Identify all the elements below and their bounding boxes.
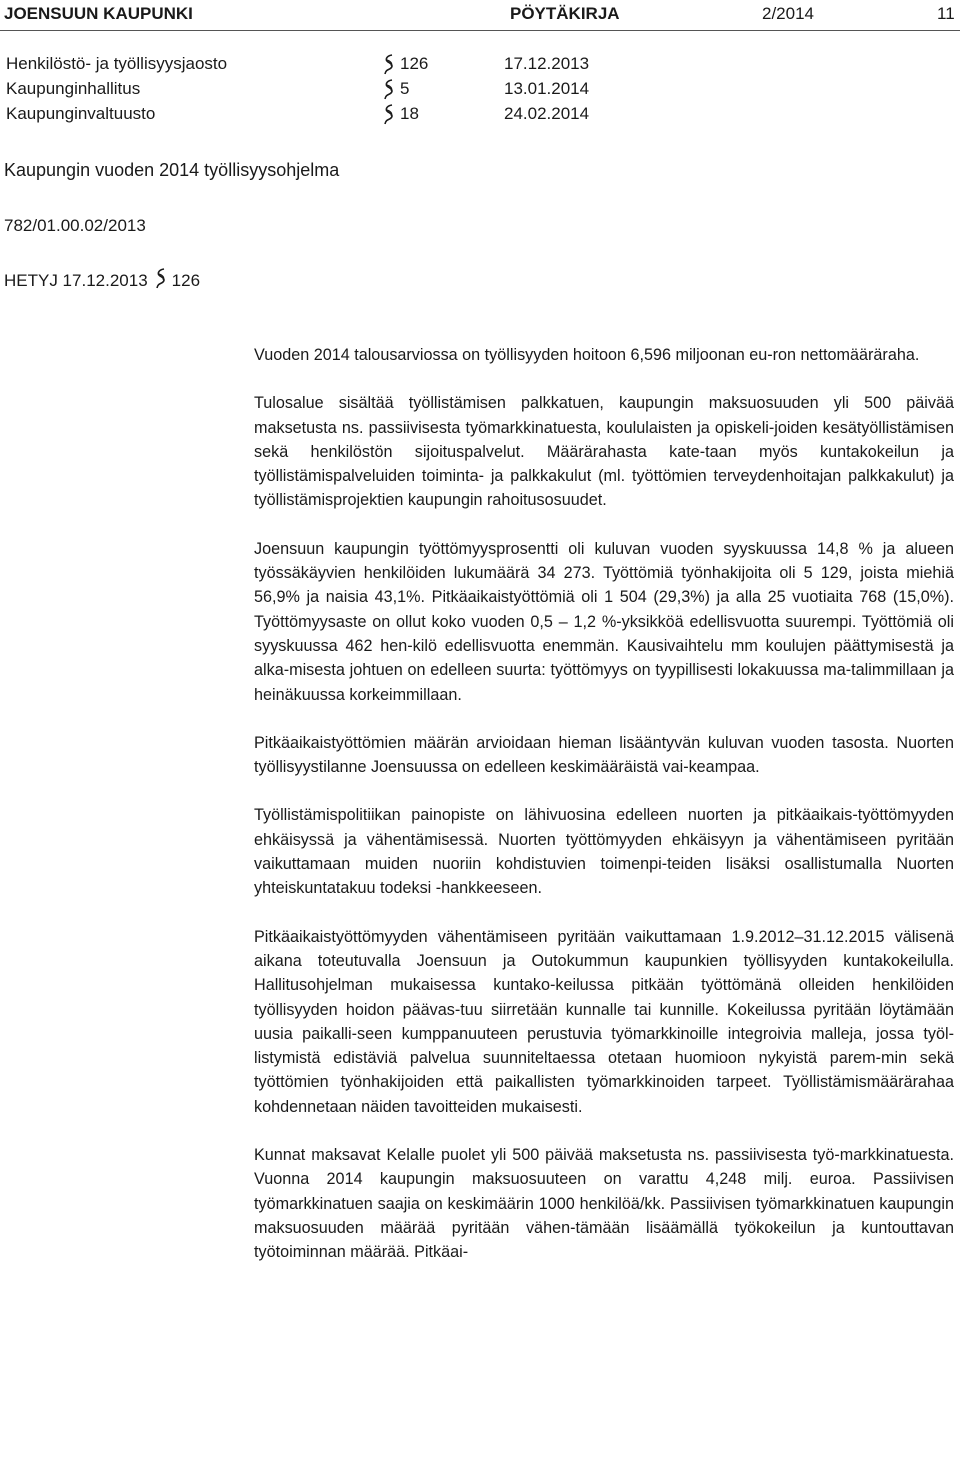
section-number: 5 bbox=[400, 79, 410, 98]
meeting-body: Henkilöstö- ja työllisyysjaosto bbox=[6, 54, 228, 73]
document-title: Kaupungin vuoden 2014 työllisyysohjelma bbox=[4, 160, 340, 180]
diary-number: 782/01.00.02/2013 bbox=[4, 216, 146, 235]
paragraph: Joensuun kaupungin työttömyysprosentti oli kuluvan vuoden syyskuussa 14,8 % ja alueen työssäkäyvien henkilöiden lukumäärä 34 273. Työttömiä työnhakijoita oli 5 129, joista miehiä 56,9% ja naisia 43,1%. Pitkäaikaistyöttömiä oli 1 504 (29,3%) ja alla 25 vuotiaita 768 (15,0%). Työttömyysaste on ollut koko vuoden 0,5 – 1,2 %-yksikköä edellisvuotta suurempi. Työttömiä oli syyskuussa 462 hen-kilö edellisvuotta enemmän. Kausivaihtelu mm koulujen päättymisestä ja alka-misesta johtuen on edelleen suurta: työttömyys on tyypillisesti lokakuussa ma-talimmillaan ja heinäkuussa korkeimmillaan. bbox=[254, 539, 954, 704]
document-header bbox=[0, 0, 960, 31]
paragraph: Työllistämispolitiikan painopiste on lähivuosina edelleen nuorten ja pitkäaikais-työttömyyden ehkäisyssä ja vähentämisessä. Nuorten työttömyyden ehkäisyyn ja vähentämiseen pyritään vaikuttamaan muiden nuoriin kohdistuvien toimenpi-teiden lisäksi osallistumalla Nuorten yhteiskuntatakuu todeksi -hankkeeseen. bbox=[254, 806, 954, 898]
meeting-date: 13.01.2014 bbox=[504, 79, 590, 98]
meeting-date: 17.12.2013 bbox=[504, 54, 590, 73]
paragraph: Kunnat maksavat Kelalle puolet yli 500 päivää maksetusta ns. passiivisesta työ-markkinatuesta. Vuonna 2014 kaupungin maksuosuuteen on varattu 4,248 milj. euroa. Passiivisen työmarkkinatuen saajia on keskimäärin 1000 henkilöä/kk. Passiivisen työmarkkinatuen kaupungin maksuosuuden määrää pyritään vähen-tämään lisäämällä työkokeilun ja kuntouttavan työtoiminnan määrää. Pitkäai- bbox=[254, 1146, 954, 1262]
section-number: 126 bbox=[400, 54, 429, 73]
paragraph: Tulosalue sisältää työllistämisen palkkatuen, kaupungin maksuosuuden yli 500 päivää maksetusta ns. passiivisesta työmarkkinatuesta, koululaisten ja opiskeli-joiden kesätyöllistämisen sekä henkilöstön sijoituspalvelut. Määrärahasta kate-taan myös kuntakokeilun ja työllistämispalveluiden toiminta- ja palkkakulut (ml. työttömien terveydenhoitajan palkkakulut) ja työllistämisprojektien kaupungin rahoitusosuudet. bbox=[254, 394, 954, 510]
meeting-date: 24.02.2014 bbox=[504, 104, 590, 123]
reference-section: 126 bbox=[171, 271, 201, 290]
section-sign-icon bbox=[382, 54, 396, 74]
section-sign-icon bbox=[154, 268, 168, 288]
paragraph: Vuoden 2014 talousarviossa on työllisyyden hoitoon 6,596 miljoonan eu-ron nettomääräraha. bbox=[254, 346, 920, 364]
reference-prefix: HETYJ 17.12.2013 bbox=[4, 271, 148, 290]
section-sign-icon bbox=[382, 104, 396, 124]
page-number: 11 bbox=[937, 4, 955, 23]
reference-line bbox=[4, 268, 200, 291]
paragraph: Pitkäaikaistyöttömyyden vähentämiseen pyritään vaikuttamaan 1.9.2012–31.12.2015 välisenä aikana toteutuvalla Joensuun ja Outokummun kaupunkien työllisyyden kuntakokeilulla. Hallitusohjelman mukaisessa kuntako-keilussa pitkään työttömänä olleiden henkilöiden työllisyyden hoidon päävas-tuu siirretään kunnalle tai kunnille. Kokeilussa pyritään löytämään uusia paikalli-seen kumppanuuteen perustuvia työmarkkinoille integroivia malleja, jossa työl-listymistä edistäviä palvelua suunniteltaessa otetaan huomioon nykyistä parem-min sekä työttömien työnhakijoiden että paikallisten työmarkkinoiden tarpeet. Työllistämismäärärahaa kohdennetaan näiden tavoitteiden mukaisesti. bbox=[254, 927, 954, 1116]
meeting-body: Kaupunginhallitus bbox=[6, 79, 141, 98]
issue-number: 2/2014 bbox=[762, 4, 814, 23]
section-number: 18 bbox=[400, 104, 419, 123]
body-text bbox=[254, 343, 954, 1289]
meeting-body: Kaupunginvaltuusto bbox=[6, 104, 156, 123]
paragraph: Pitkäaikaistyöttömien määrän arvioidaan hieman lisääntyvän kuluvan vuoden tasosta. Nuorten työllisyystilanne Joensuussa on edelleen keskimääräistä vai-keampaa. bbox=[254, 733, 954, 777]
section-sign-icon bbox=[382, 79, 396, 99]
document-type: PÖYTÄKIRJA bbox=[510, 4, 620, 23]
organization-name: JOENSUUN KAUPUNKI bbox=[4, 4, 193, 23]
